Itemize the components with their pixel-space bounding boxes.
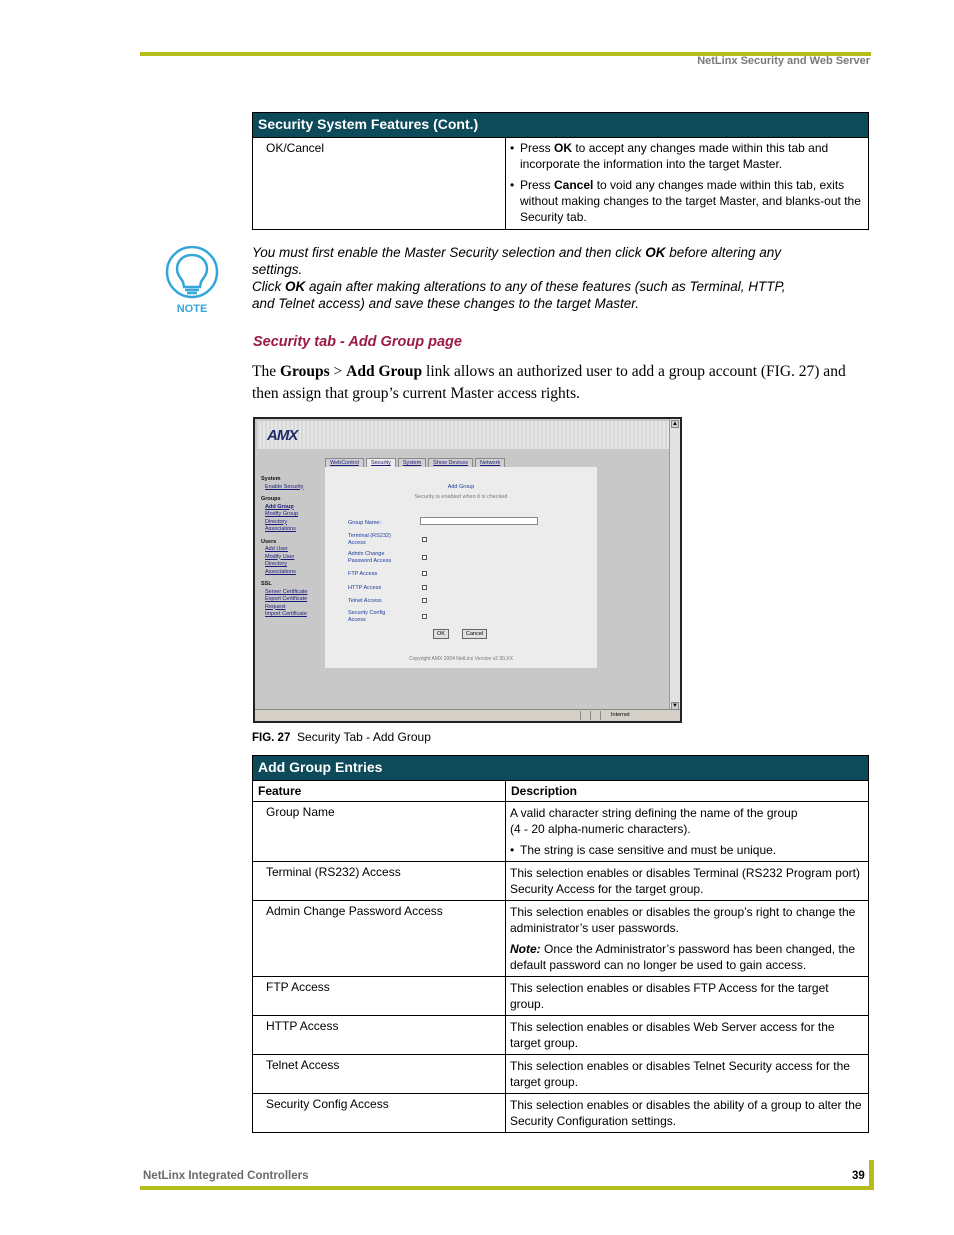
table-row [253,862,869,901]
table-row [253,1055,869,1094]
group-name-label: Group Name: [348,520,382,526]
features-table [252,112,869,230]
sidebar-item-export-certificate[interactable]: Export Certificate [265,596,308,602]
entries-table [252,755,869,1133]
column-header-feature: Feature [253,781,506,802]
feature-cell: Terminal (RS232) Access [253,862,506,901]
sidebar-item-modify-group[interactable]: Modify Group [265,511,299,517]
figure-screenshot [253,417,682,723]
tab-system[interactable]: System [398,458,426,467]
sidebar-section-users: Users [261,538,277,545]
cancel-button[interactable]: Cancel [462,629,487,639]
bullet-item: • Press Cancel to void any changes made within this tab, exits without making changes to the target Master, and blanks-out the Security tab. [510,178,861,224]
telnet-access-checkbox[interactable] [422,598,427,603]
sidebar-item-enable-security[interactable]: Enable Security [265,483,304,490]
form-subtitle: Security is enabled when it is checked [414,494,508,500]
amx-banner [257,421,670,449]
description-cell: This selection enables or disables the group’s right to change the administrator’s user passwords. Note: Once the Administrator’s password has been changed, the default password can no longer be used to gain access. [506,901,869,977]
table-row [253,138,869,230]
sidebar-section-system: System [261,476,281,482]
description-cell: A valid character string defining the name of the group (4 - 20 alpha-numeric characters). • The string is case sensitive and must be unique. [506,802,869,862]
table-row [253,1094,869,1133]
table-row [253,1016,869,1055]
features-table-title: Security System Features (Cont.) [253,113,869,138]
description-cell [506,138,869,230]
entries-table-title: Add Group Entries [253,756,869,781]
tab-show-devices[interactable]: Show Devices [428,458,473,467]
feature-cell: FTP Access [253,977,506,1016]
http-access-label: HTTP Access [348,585,382,591]
feature-cell: Admin Change Password Access [253,901,506,977]
description-cell: This selection enables or disables Terminal (RS232 Program port) Security Access for the target group. [506,862,869,901]
sidebar-section-groups: Groups [261,496,281,502]
sidebar-item-user-associations[interactable]: Associations [265,568,296,575]
tab-security[interactable]: Security [366,458,396,467]
browser-status-bar [255,709,680,721]
description-cell: This selection enables or disables FTP Access for the target group. [506,977,869,1016]
tab-network[interactable]: Network [475,458,505,467]
sidebar-item-server-certificate[interactable]: Server Certificate [265,588,308,595]
table-header-row [253,781,869,802]
sidebar-item-add-user[interactable]: Add User [265,546,288,552]
feature-cell: Telnet Access [253,1055,506,1094]
ftp-access-label: FTP Access [348,571,378,577]
telnet-access-label: Telnet Access [348,598,382,604]
sidebar-item-user-directory[interactable]: Directory [265,561,288,567]
footer-page-marker [869,1160,874,1190]
bullet-item: • Press OK to accept any changes made within this tab and incorporate the information into the target Master. [510,141,829,171]
footer-title: NetLinx Integrated Controllers [143,1170,309,1182]
table-row [253,977,869,1016]
sidebar-item-import-certificate[interactable]: Import Certificate [265,611,307,617]
figure-caption: FIG. 27 Security Tab - Add Group [252,730,431,744]
body-paragraph: The Groups > Add Group link allows an authorized user to add a group account (FIG. 27) and then assign that group’s current Master access rights. [252,363,846,402]
description-cell: This selection enables or disables Telnet Security access for the target group. [506,1055,869,1094]
form-title: Add Group [447,484,475,490]
note-lightbulb-icon [164,246,220,318]
table-row [253,802,869,862]
description-cell: This selection enables or disables Web Server access for the target group. [506,1016,869,1055]
group-name-input[interactable] [420,517,538,525]
sidebar-item-request[interactable]: Request [265,603,286,610]
terminal-access-label: Terminal (RS232) Access [348,533,391,546]
footer-rule [140,1186,874,1190]
scroll-up-arrow-icon[interactable]: ▲ [672,421,678,427]
column-header-description: Description [506,781,869,802]
sidebar-item-group-directory[interactable]: Directory [265,518,288,525]
sidebar-section-ssl: SSL [261,581,272,587]
feature-cell: Security Config Access [253,1094,506,1133]
description-cell: This selection enables or disables the ability of a group to alter the Security Configuration settings. [506,1094,869,1133]
scroll-down-arrow-icon[interactable]: ▼ [672,703,678,709]
amx-logo: AMX [267,427,298,444]
tab-bar [325,458,505,467]
sidebar-item-add-group[interactable]: Add Group [265,503,294,510]
ok-button[interactable]: OK [433,629,449,639]
admin-change-password-label: Admin Change Password Access [348,551,392,564]
sidebar-nav [261,476,325,619]
vertical-scrollbar[interactable] [669,419,680,711]
table-row [253,901,869,977]
copyright-text: Copyright AMX 2004 NetLinx Version v2.30.XX [409,656,513,662]
feature-cell: Group Name [253,802,506,862]
terminal-access-checkbox[interactable] [422,537,427,542]
section-heading: Security tab - Add Group page [253,334,462,350]
security-config-checkbox[interactable] [422,614,427,619]
http-access-checkbox[interactable] [422,585,427,590]
bullet-item: • The string is case sensitive and must be unique. [510,843,777,857]
sidebar-item-group-associations[interactable]: Associations [265,526,296,532]
tab-webcontrol[interactable]: WebControl [325,458,364,467]
feature-cell: HTTP Access [253,1016,506,1055]
internet-zone-label: Internet [611,712,630,718]
note-text: You must first enable the Master Security selection and then click OK before altering any settings. Click OK again after making alterations to any of these features (such as Terminal, HTTP, and Telnet access) and save these changes to the target Master. [252,245,786,311]
feature-cell: OK/Cancel [253,138,506,230]
page-number: 39 [852,1170,865,1182]
admin-change-password-checkbox[interactable] [422,555,427,560]
add-group-form [325,467,597,668]
ftp-access-checkbox[interactable] [422,571,427,576]
running-header: NetLinx Security and Web Server [697,55,870,67]
svg-text:NOTE: NOTE [176,303,208,315]
security-config-label: Security Config Access [348,610,386,623]
sidebar-item-modify-user[interactable]: Modify User [265,553,295,560]
